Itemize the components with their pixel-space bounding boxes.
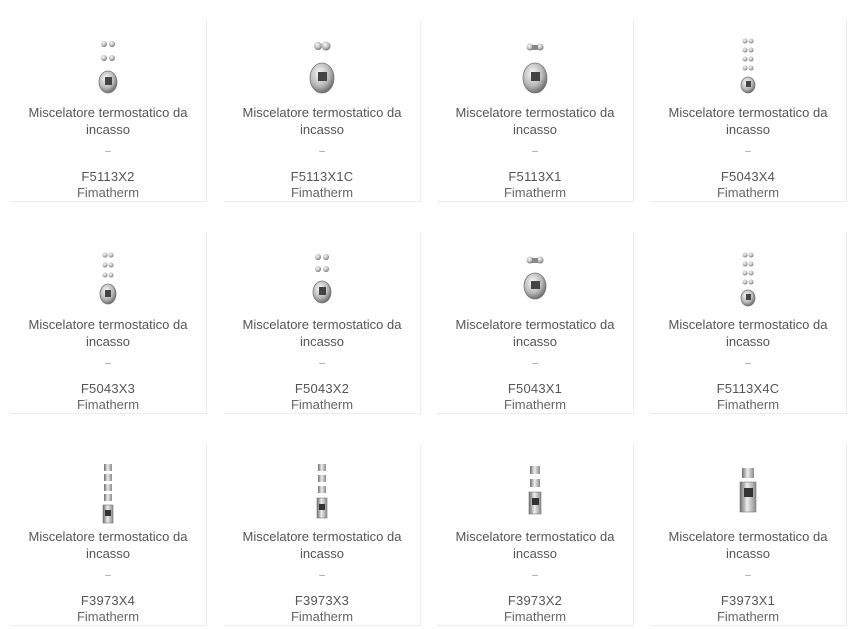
product-code: F5113X1 bbox=[508, 169, 562, 184]
product-brand: Fimatherm bbox=[716, 185, 780, 200]
product-brand: Fimatherm bbox=[76, 185, 140, 200]
separator-dash: – bbox=[532, 146, 538, 157]
separator-dash: – bbox=[532, 570, 538, 581]
product-card[interactable] bbox=[10, 20, 207, 202]
round-thermostat-3-handles-icon bbox=[10, 250, 206, 312]
separator-dash: – bbox=[532, 358, 538, 369]
product-code: F3973X2 bbox=[507, 593, 563, 608]
product-card[interactable] bbox=[10, 444, 207, 626]
square-thermostat-3-handles-icon bbox=[224, 462, 420, 524]
separator-dash: – bbox=[319, 358, 325, 369]
round-thermostat-1-handle-icon bbox=[437, 250, 633, 312]
product-title: Miscelatore termostatico da incasso bbox=[668, 105, 828, 137]
product-title: Miscelatore termostatico da incasso bbox=[28, 105, 188, 137]
product-code: F3973X1 bbox=[720, 593, 776, 608]
product-brand: Fimatherm bbox=[76, 609, 140, 624]
product-brand: Fimatherm bbox=[290, 397, 354, 412]
product-title: Miscelatore termostatico da incasso bbox=[668, 529, 828, 561]
product-brand: Fimatherm bbox=[503, 609, 567, 624]
product-code: F3973X3 bbox=[294, 593, 350, 608]
product-code: F5043X2 bbox=[294, 381, 350, 396]
product-card[interactable] bbox=[224, 232, 421, 414]
product-card[interactable] bbox=[437, 20, 634, 202]
product-code: F5043X4 bbox=[720, 169, 776, 184]
product-title: Miscelatore termostatico da incasso bbox=[668, 317, 828, 349]
separator-dash: – bbox=[745, 570, 751, 581]
product-title: Miscelatore termostatico da incasso bbox=[242, 317, 402, 349]
product-code: F5113X1C bbox=[290, 169, 354, 184]
separator-dash: – bbox=[319, 570, 325, 581]
product-card[interactable] bbox=[650, 20, 847, 202]
product-card[interactable] bbox=[650, 232, 847, 414]
product-brand: Fimatherm bbox=[503, 185, 567, 200]
product-brand: Fimatherm bbox=[716, 609, 780, 624]
product-code: F5043X1 bbox=[507, 381, 563, 396]
product-brand: Fimatherm bbox=[290, 609, 354, 624]
separator-dash: – bbox=[745, 146, 751, 157]
product-grid bbox=[10, 20, 850, 626]
product-card[interactable] bbox=[224, 444, 421, 626]
separator-dash: – bbox=[105, 570, 111, 581]
square-thermostat-1-handle-icon bbox=[650, 462, 846, 524]
round-thermostat-4-handles-icon bbox=[650, 38, 846, 100]
product-card[interactable] bbox=[224, 20, 421, 202]
separator-dash: – bbox=[105, 358, 111, 369]
product-code: F5113X2 bbox=[81, 169, 135, 184]
product-code: F5043X3 bbox=[80, 381, 136, 396]
product-title: Miscelatore termostatico da incasso bbox=[242, 529, 402, 561]
product-card[interactable] bbox=[437, 444, 634, 626]
product-brand: Fimatherm bbox=[716, 397, 780, 412]
round-thermostat-1-handle-icon bbox=[437, 38, 633, 100]
product-card[interactable] bbox=[650, 444, 847, 626]
product-title: Miscelatore termostatico da incasso bbox=[455, 105, 615, 137]
round-thermostat-4-knobs-icon bbox=[650, 250, 846, 312]
product-title: Miscelatore termostatico da incasso bbox=[242, 105, 402, 137]
product-code: F3973X4 bbox=[80, 593, 136, 608]
round-thermostat-1-knob-icon bbox=[224, 38, 420, 100]
product-brand: Fimatherm bbox=[290, 185, 354, 200]
product-title: Miscelatore termostatico da incasso bbox=[455, 317, 615, 349]
separator-dash: – bbox=[319, 146, 325, 157]
product-brand: Fimatherm bbox=[76, 397, 140, 412]
product-card[interactable] bbox=[10, 232, 207, 414]
product-brand: Fimatherm bbox=[503, 397, 567, 412]
square-thermostat-4-handles-icon bbox=[10, 462, 206, 524]
product-title: Miscelatore termostatico da incasso bbox=[28, 317, 188, 349]
round-thermostat-2-handles-icon bbox=[10, 38, 206, 100]
separator-dash: – bbox=[745, 358, 751, 369]
product-title: Miscelatore termostatico da incasso bbox=[455, 529, 615, 561]
round-thermostat-2-handles-icon bbox=[224, 250, 420, 312]
separator-dash: – bbox=[105, 146, 111, 157]
product-code: F5113X4C bbox=[716, 381, 780, 396]
product-card[interactable] bbox=[437, 232, 634, 414]
square-thermostat-2-handles-icon bbox=[437, 462, 633, 524]
product-title: Miscelatore termostatico da incasso bbox=[28, 529, 188, 561]
